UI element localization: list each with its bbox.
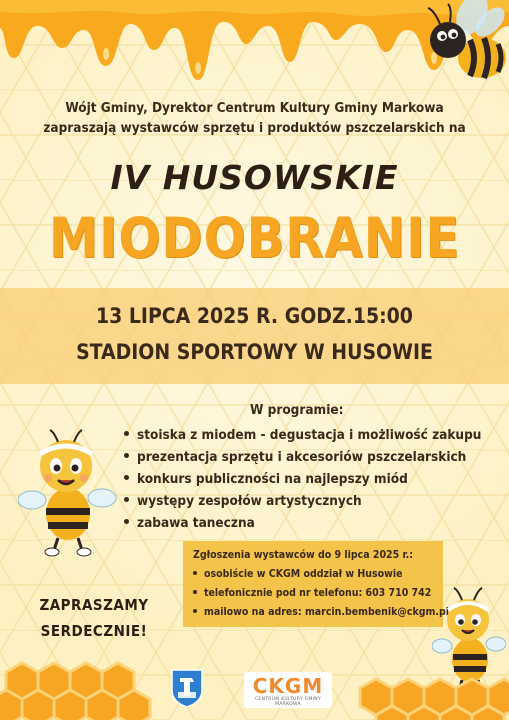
bullet-icon [193,571,197,575]
ckgm-logo-subtitle: CENTRUM KULTURY GMINY MARKOWA [254,697,322,707]
bullet-icon [193,590,197,594]
bullet-icon [193,609,197,613]
registration-item-text: osobiście w CKGM oddział w Husowie [204,568,403,580]
program-item-text: zabawa taneczna [137,515,255,531]
program-item [124,490,481,512]
invite-line-1: Wójt Gminy, Dyrektor Centrum Kultury Gminy Markowa [65,100,444,116]
program-item-text: prezentacja sprzętu i akcesoriów pszczelarskich [137,449,467,465]
invite-line-2: zapraszają wystawców sprzętu i produktów pszczelarskich na [43,120,466,136]
event-place: STADION SPORTOWY W HUSOWIE [76,340,433,364]
program-item-text: występy zespołów artystycznych [137,493,362,509]
coat-of-arms-icon [170,668,204,708]
registration-list [193,565,449,622]
registration-item [193,603,449,622]
bullet-icon [124,453,129,458]
program-item [124,512,481,534]
bullet-icon [124,431,129,436]
program-item-text: konkurs publiczności na najlepszy miód [137,471,408,487]
registration-item-text: telefonicznie pod nr telefonu: 603 710 742 [204,587,432,599]
program-heading: W programie: [250,402,344,418]
bullet-icon [124,497,129,502]
ckgm-logo [244,672,332,708]
program-list [124,424,481,534]
bullet-icon [124,519,129,524]
program-item [124,446,481,468]
event-date-time: 13 LIPCA 2025 R. GODZ.15:00 [96,304,413,328]
closing-line-2: SERDECZNIE! [40,622,148,640]
date-band [0,288,509,384]
registration-item [193,565,433,584]
ckgm-logo-text: CKGM [252,674,324,698]
registration-heading: Zgłoszenia wystawców do 9 lipca 2025 r.: [193,549,413,561]
registration-box [183,541,449,627]
bullet-icon [124,475,129,480]
registration-item [193,584,433,603]
bee-icon [420,0,509,95]
program-item [124,468,481,490]
bee-icon [18,428,118,558]
program-item [124,424,481,446]
program-item-text: stoiska z miodem - degustacja i możliwość zakupu [137,427,482,443]
registration-email[interactable]: mailowo na adres: marcin.bembenik@ckgm.pl [204,606,449,618]
event-title-line-2: MIODOBRANIE [48,206,461,270]
event-title-line-1: IV HUSOWSKIE [110,158,399,197]
closing-line-1: ZAPRASZAMY [39,596,149,614]
